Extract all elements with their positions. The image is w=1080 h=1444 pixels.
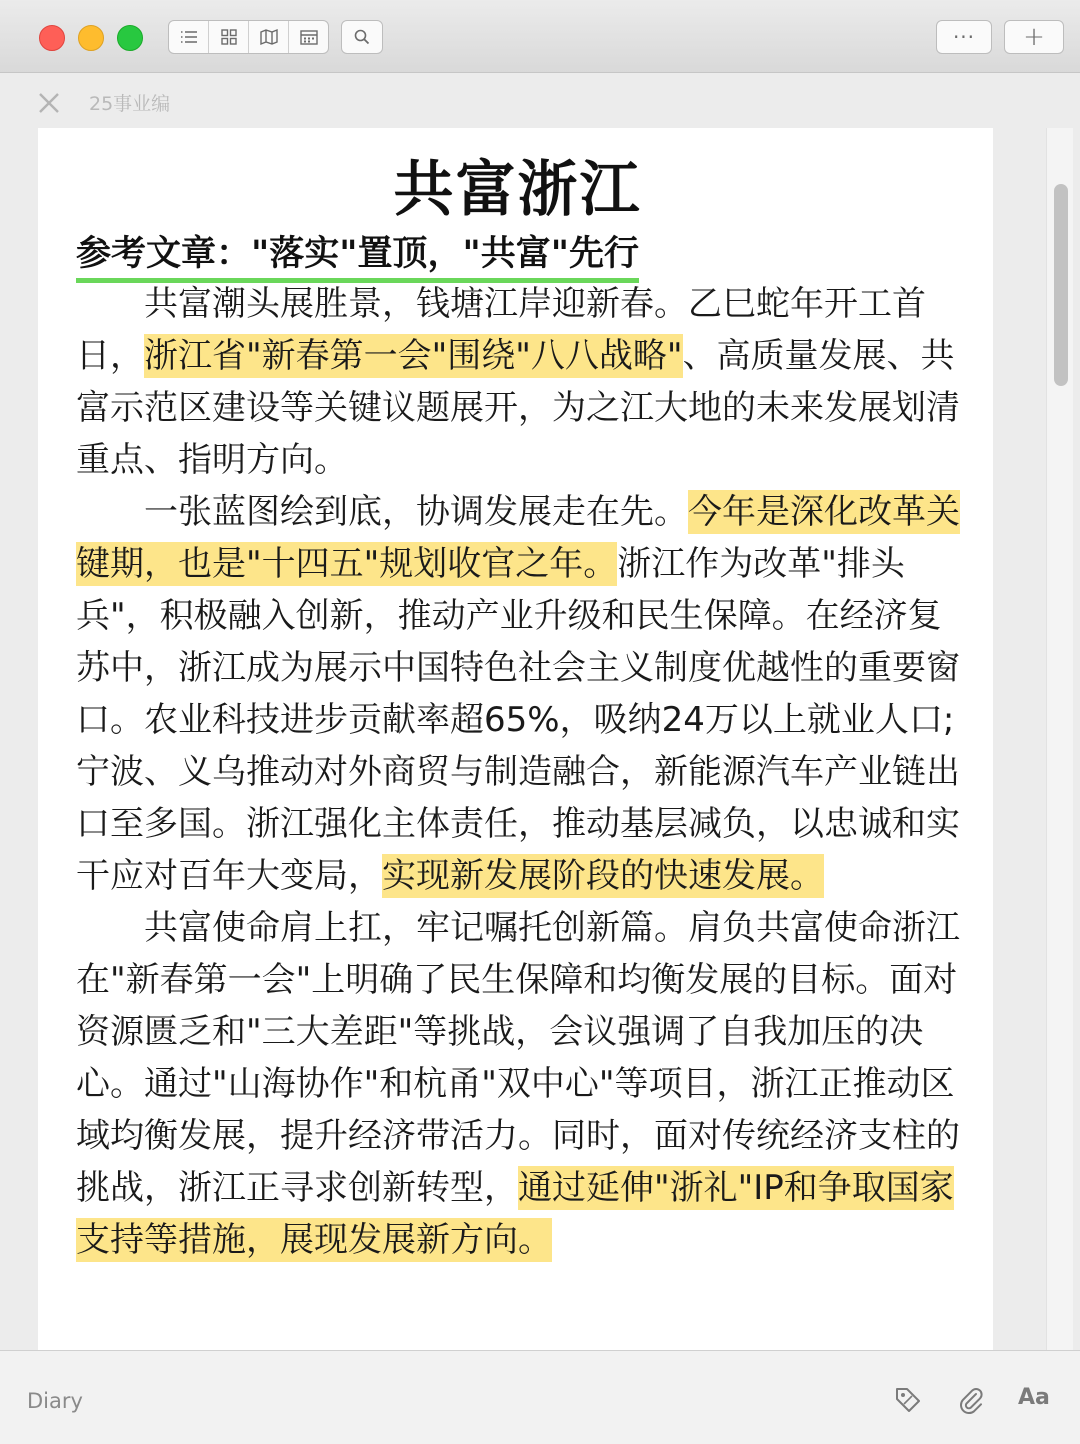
list-icon: [179, 29, 199, 45]
grid-icon: [220, 28, 238, 46]
entry-body[interactable]: [76, 278, 961, 1266]
paragraph-2: [76, 486, 961, 902]
view-mode-segmented-control: [168, 20, 329, 54]
paragraph-3-text: 共富使命肩上扛，牢记嘱托创新篇。肩负共富使命浙江在"新春第一会"上明确了民生保障和均衡发展的目标。面对资源匮乏和"三大差距"等挑战，会议强调了自我加压的决心。通过"山海协作"和杭甬"双中心"等项目，浙江正推动区域均衡发展，提升经济带活力。同时，面对传统经济支柱的挑战，浙江正寻求创新转型，: [76, 908, 960, 1208]
close-entry-button[interactable]: [36, 90, 62, 116]
paragraph-2-text: 一张蓝图绘到底，协调发展走在先。: [144, 492, 688, 532]
entry-footer: [0, 1350, 1080, 1444]
font-settings-button[interactable]: Aa: [1018, 1385, 1050, 1410]
grid-view-button[interactable]: [209, 21, 249, 53]
attachment-button[interactable]: [956, 1385, 986, 1415]
journal-selector[interactable]: Diary: [27, 1389, 83, 1413]
paragraph-1-text-end: 、高质量发展、共富示范区建设等关键议题展开，为之江大地的未来发展划清重点、指明方向。: [76, 336, 960, 480]
entry-subtitle[interactable]: 参考文章："落实"置顶，"共富"先行: [76, 226, 639, 283]
calendar-view-button[interactable]: [289, 21, 328, 53]
minimize-window-button[interactable]: [78, 25, 104, 51]
zoom-window-button[interactable]: [117, 25, 143, 51]
paragraph-1: [76, 278, 961, 486]
highlighted-text: 浙江省"新春第一会"围绕"八八战略": [144, 336, 683, 376]
calendar-icon: [299, 28, 319, 46]
entry-title[interactable]: 共富浙江: [393, 155, 642, 225]
entry-tab-title: 25事业编: [89, 93, 171, 115]
list-view-button[interactable]: [169, 21, 209, 53]
map-icon: [259, 28, 279, 46]
search-button[interactable]: [341, 20, 383, 54]
scrollbar-thumb[interactable]: [1054, 184, 1068, 386]
more-options-button[interactable]: ···: [936, 20, 992, 54]
paragraph-2-text-middle: 浙江作为改革"排头兵"，积极融入创新，推动产业升级和民生保障。在经济复苏中，浙江成为展示中国特色社会主义制度优越性的重要窗口。农业科技进步贡献率超65%，吸纳24万以上就业人口;宁波、义乌推动对外商贸与制造融合，新能源汽车产业链出口至多国。浙江强化主体责任，推动基层减负，以忠诚和实干应对百年大变局，: [76, 544, 960, 896]
tag-icon: [893, 1385, 923, 1415]
close-icon: [36, 90, 62, 116]
tag-button[interactable]: [893, 1385, 923, 1415]
highlighted-text: 实现新发展阶段的快速发展。: [382, 856, 824, 896]
paragraph-1-text: 共富潮头展胜景，钱塘江岸迎新春。乙巳蛇年开工首日，: [76, 284, 926, 376]
paperclip-icon: [956, 1385, 986, 1415]
title-bar: [0, 0, 1080, 73]
highlighted-text: 通过延伸"浙礼"IP和争取国家支持等措施，展现发展新方向。: [76, 1168, 954, 1260]
search-icon: [353, 28, 371, 46]
paragraph-3: [76, 902, 961, 1266]
new-entry-button[interactable]: +: [1004, 20, 1064, 54]
map-view-button[interactable]: [249, 21, 289, 53]
close-window-button[interactable]: [39, 25, 65, 51]
highlighted-text: 今年是深化改革关键期，也是"十四五"规划收官之年。: [76, 492, 960, 584]
